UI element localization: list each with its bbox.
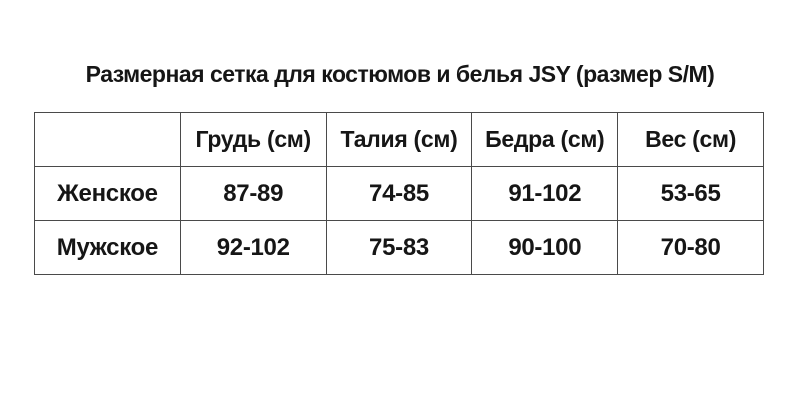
cell-male-waist: 75-83 [326,221,472,275]
cell-male-hips: 90-100 [472,221,618,275]
cell-male-chest: 92-102 [180,221,326,275]
size-chart-table [34,112,764,275]
cell-female-weight: 53-65 [618,167,764,221]
header-cell-corner [35,113,181,167]
header-cell-weight: Вес (см) [618,113,764,167]
table-head [35,113,764,167]
table-row-female [35,167,764,221]
cell-female-chest: 87-89 [180,167,326,221]
table-row-male [35,221,764,275]
cell-female-hips: 91-102 [472,167,618,221]
row-label-female: Женское [35,167,181,221]
cell-female-waist: 74-85 [326,167,472,221]
page-title: Размерная сетка для костюмов и белья JSY (размер S/M) [85,61,715,87]
cell-male-weight: 70-80 [618,221,764,275]
header-cell-hips: Бедра (см) [472,113,618,167]
header-cell-waist: Талия (см) [326,113,472,167]
row-label-male: Мужское [35,221,181,275]
header-cell-chest: Грудь (см) [180,113,326,167]
table-header-row [35,113,764,167]
table-body [35,167,764,275]
